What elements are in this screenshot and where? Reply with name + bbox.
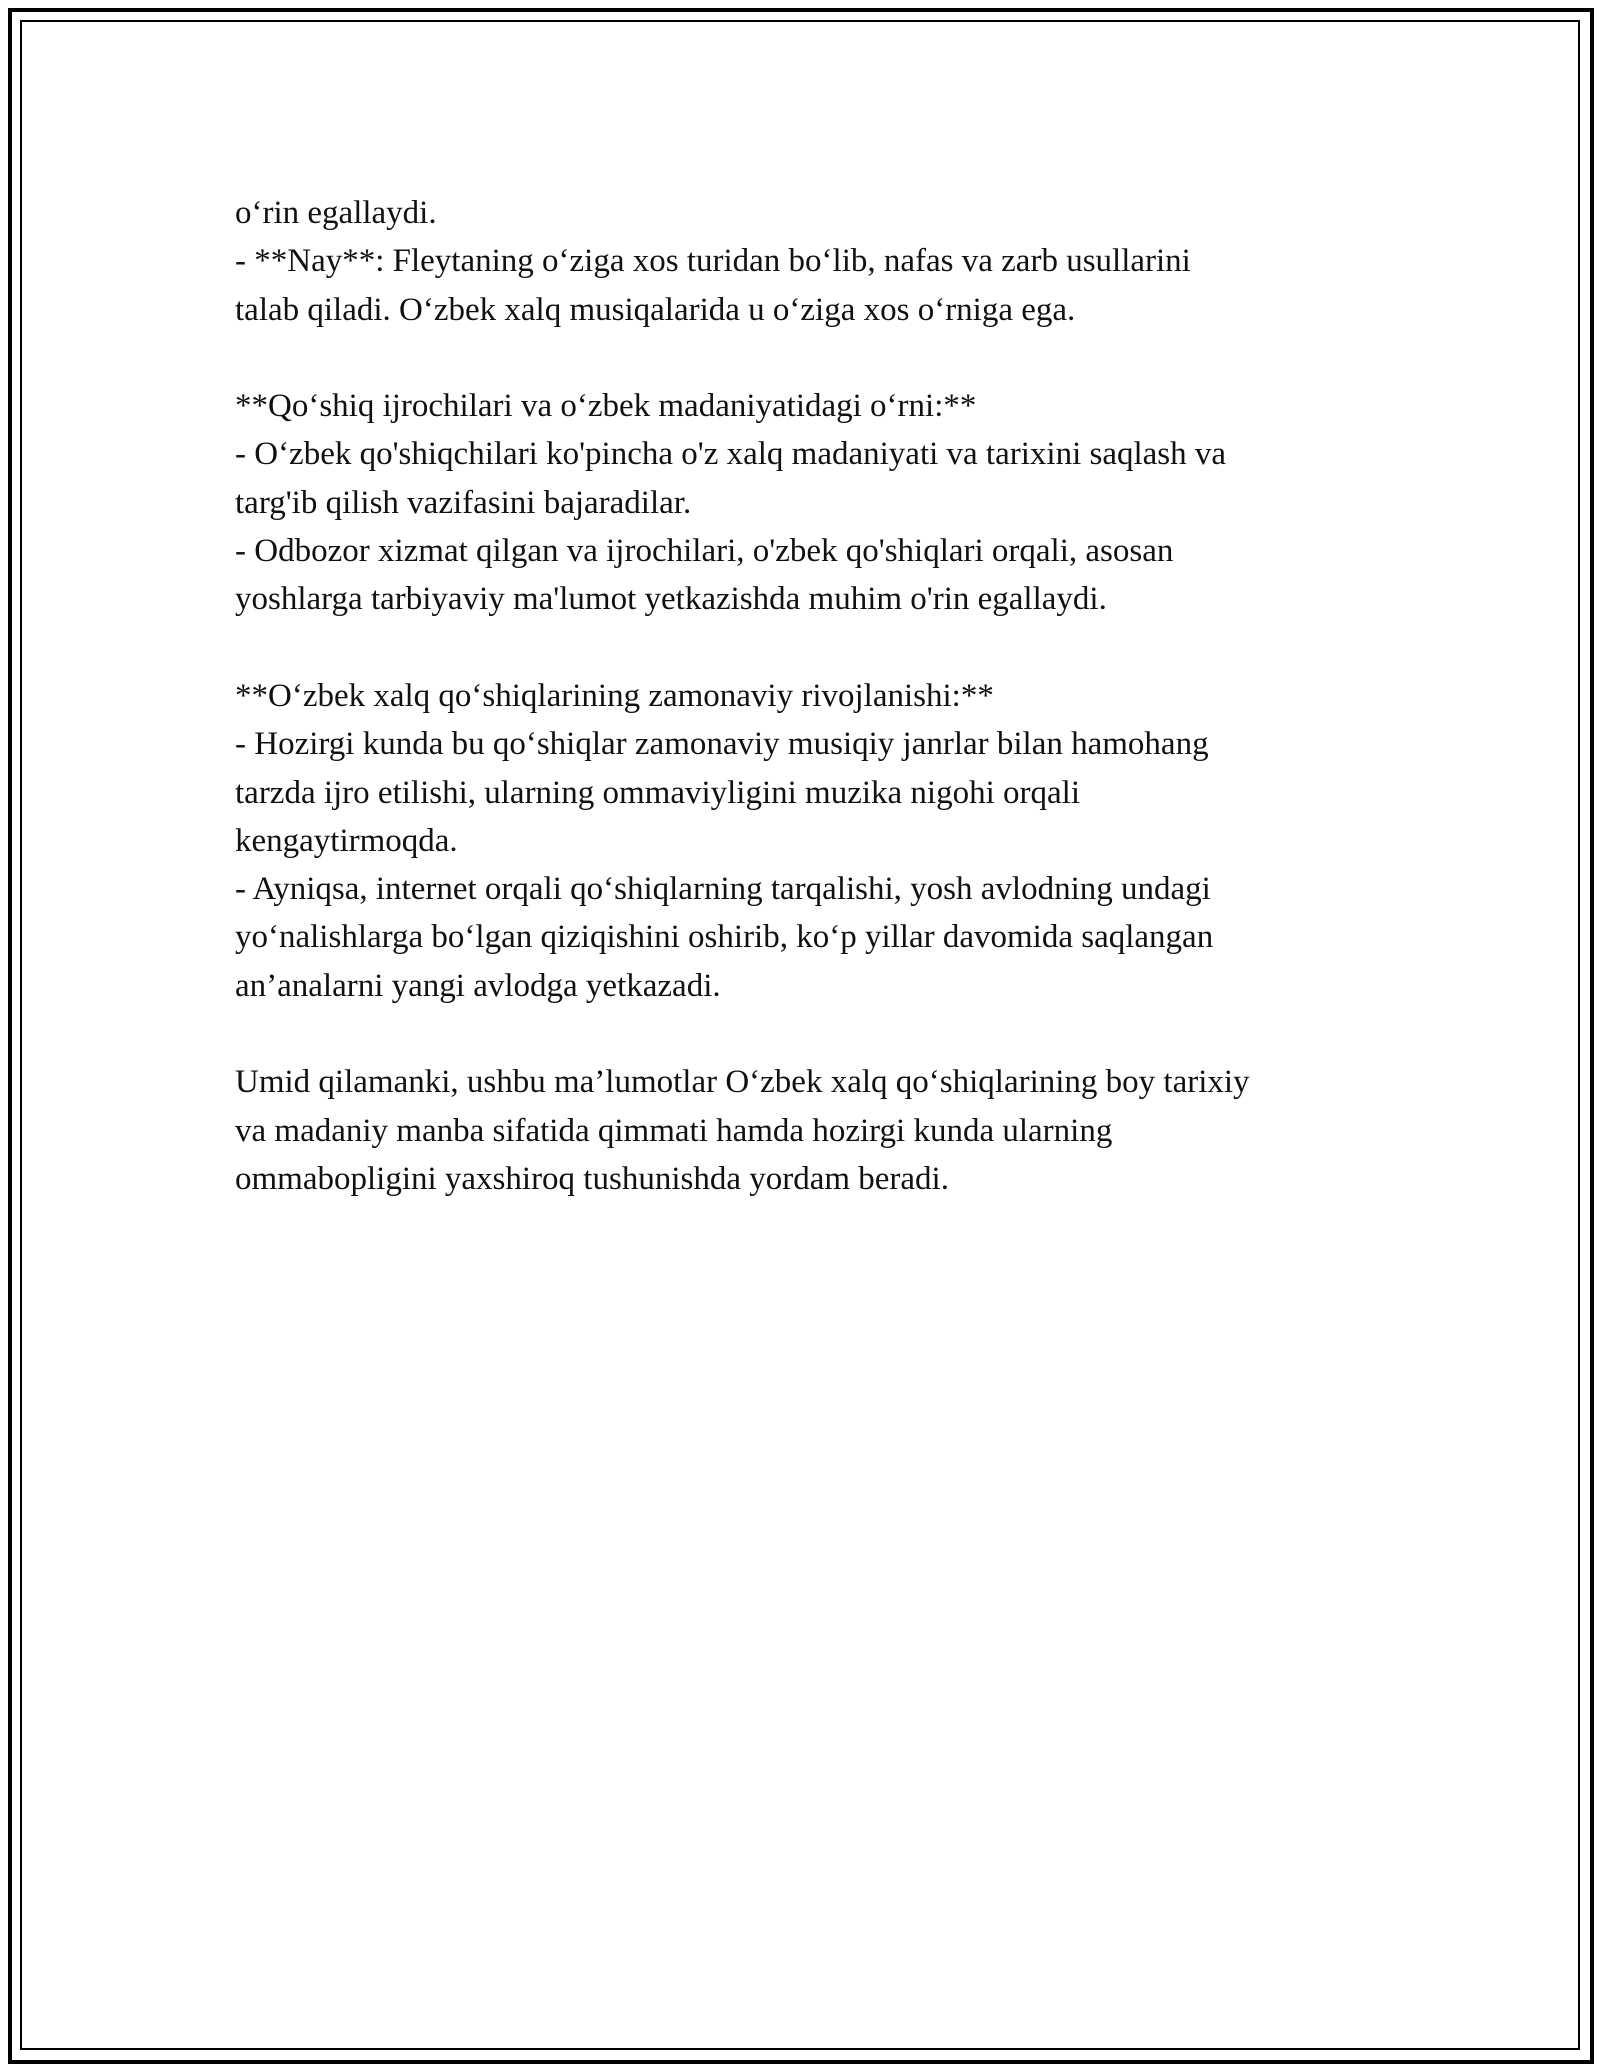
text-line: - Odbozor xizmat qilgan va ijrochilari, o'zbek qo'shiqlari orqali, asosan: [235, 533, 1174, 570]
text-line: o‘rin egallaydi.: [235, 195, 437, 231]
section-heading: **O‘zbek xalq qo‘shiqlarining zamonaviy rivojlanishi:**: [235, 677, 994, 714]
paragraph-gap: [235, 624, 1395, 672]
text-line: an’analarni yangi avlodga yetkazadi.: [235, 967, 721, 1004]
text-line: - Ayniqsa, internet orqali qo‘shiqlarning tarqalishi, yosh avlodning undagi: [235, 871, 1211, 908]
text-line: yo‘nalishlarga bo‘lgan qiziqishini oshirib, ko‘p yillar davomida saqlangan: [235, 919, 1214, 956]
text-line: yoshlarga tarbiyaviy ma'lumot yetkazishda muhim o'rin egallaydi.: [235, 581, 1107, 618]
text-line: ommabopligini yaxshiroq tushunishda yordam beradi.: [235, 1160, 949, 1197]
text-line: kengaytirmoqda.: [235, 822, 458, 859]
text-line: tarzda ijro etilishi, ularning ommaviyligini muzika nigohi orqali: [235, 774, 1080, 811]
text-line: talab qiladi. O‘zbek xalq musiqalarida u o‘ziga xos o‘rniga ega.: [235, 291, 1076, 328]
document-body: [235, 189, 1395, 1203]
paragraph-gap: [235, 334, 1395, 382]
text-line: targ'ib qilish vazifasini bajaradilar.: [235, 484, 692, 521]
text-line: Umid qilamanki, ushbu ma’lumotlar O‘zbek xalq qo‘shiqlarining boy tarixiy: [235, 1064, 1250, 1101]
paragraph-gap: [235, 1010, 1395, 1058]
text-line: - **Nay**: Fleytaning o‘ziga xos turidan bo‘lib, nafas va zarb usullarini: [235, 243, 1191, 280]
text-line: - Hozirgi kunda bu qo‘shiqlar zamonaviy musiqiy janrlar bilan hamohang: [235, 726, 1209, 763]
section-heading: **Qo‘shiq ijrochilari va o‘zbek madaniyatidagi o‘rni:**: [235, 388, 977, 425]
text-line: - O‘zbek qo'shiqchilari ko'pincha o'z xalq madaniyati va tarixini saqlash va: [235, 436, 1227, 473]
text-line: va madaniy manba sifatida qimmati hamda hozirgi kunda ularning: [235, 1112, 1113, 1149]
